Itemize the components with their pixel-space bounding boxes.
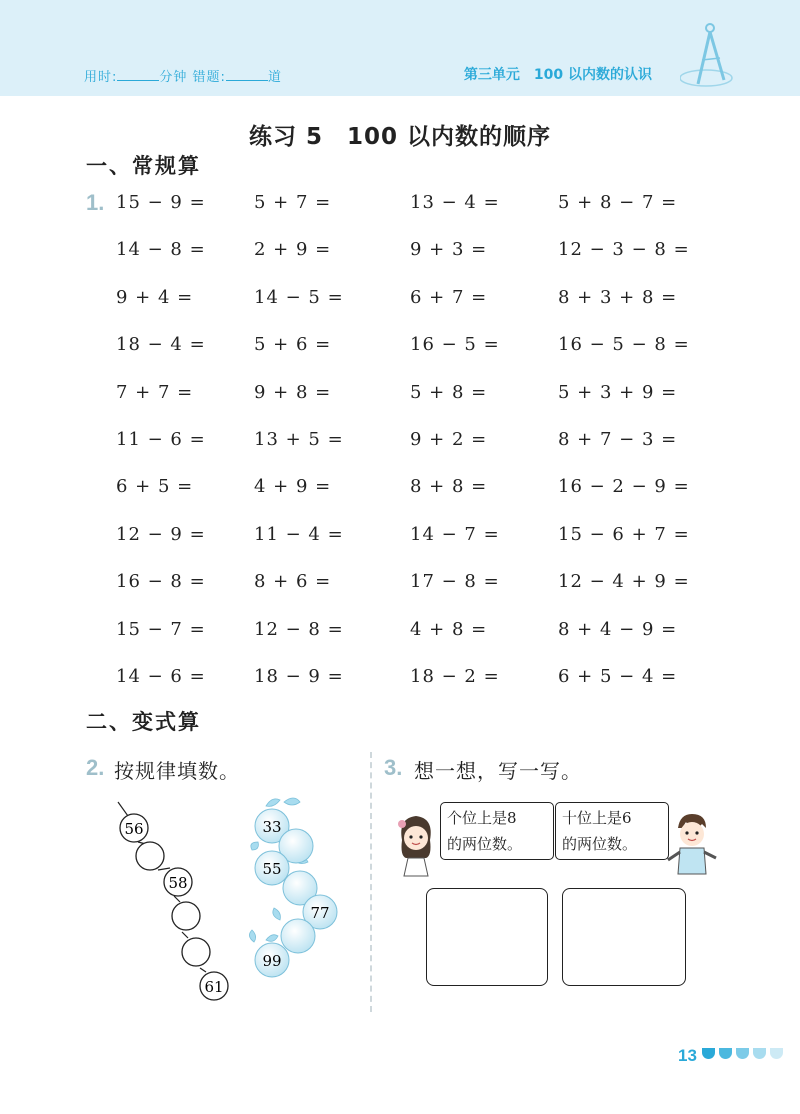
equation: 5 + 6 = xyxy=(254,334,332,356)
chain-circle xyxy=(120,814,148,842)
errors-blank[interactable] xyxy=(226,68,268,81)
equation: 11 − 4 = xyxy=(254,523,344,545)
question-unit-label: 道 xyxy=(267,70,282,85)
equation: 5 + 8 = xyxy=(410,381,488,403)
speech-bubble-right xyxy=(555,802,669,860)
question-3-number: 3. xyxy=(384,755,403,780)
time-blank[interactable] xyxy=(117,68,159,81)
speech-bubble-left xyxy=(440,802,554,860)
equation: 12 − 3 − 8 = xyxy=(558,239,690,261)
equation: 8 + 7 − 3 = xyxy=(558,429,678,450)
page-dot xyxy=(702,1048,715,1059)
page-number: 13 xyxy=(678,1046,697,1065)
equation: 14 − 7 = xyxy=(410,523,500,545)
chain-value: 61 xyxy=(204,978,224,996)
section-heading-regular: 一、常规算 xyxy=(86,154,201,178)
equation: 4 + 9 = xyxy=(254,476,332,498)
chain-value: 58 xyxy=(168,874,188,892)
number-chain xyxy=(110,798,240,1008)
errors-label: 错题: xyxy=(192,70,226,85)
chain-circle xyxy=(164,868,192,896)
bubble-left-line2: 的两位数。 xyxy=(447,835,523,853)
equation: 6 + 7 = xyxy=(410,286,488,308)
equation: 9 + 8 = xyxy=(254,381,332,403)
equation: 2 + 9 = xyxy=(254,239,332,261)
page-dot xyxy=(719,1048,732,1059)
chain-circle xyxy=(200,972,228,1000)
bubble-right-line2: 的两位数。 xyxy=(562,835,638,853)
unit-title: 第三单元 100 以内数的认识 xyxy=(463,67,652,83)
equation: 8 + 8 = xyxy=(410,476,488,498)
compass-icon xyxy=(680,20,736,90)
equation: 12 − 4 + 9 = xyxy=(558,571,690,593)
chain-circle-blank[interactable] xyxy=(182,938,210,966)
page-title: 练习 5 100 以内数的顺序 xyxy=(248,124,552,150)
time-label: 用时: xyxy=(84,70,118,85)
equation: 18 − 2 = xyxy=(410,666,500,687)
apple-blank[interactable] xyxy=(281,919,315,953)
equation: 8 + 4 − 9 = xyxy=(558,618,678,640)
equation: 14 − 5 = xyxy=(254,286,344,308)
bubble-left-line1: 个位上是8 xyxy=(447,809,517,827)
equation: 6 + 5 = xyxy=(116,476,194,498)
equation: 17 − 8 = xyxy=(410,571,500,593)
equation: 8 + 6 = xyxy=(254,571,332,593)
equation: 13 − 4 = xyxy=(410,192,500,213)
equation: 6 + 5 − 4 = xyxy=(558,666,678,687)
equation: 12 − 9 = xyxy=(116,523,206,545)
page-dot xyxy=(736,1048,749,1059)
boy-illustration xyxy=(664,808,720,878)
equation: 15 − 9 = xyxy=(116,192,206,213)
equation: 18 − 9 = xyxy=(254,666,344,687)
equation: 9 + 4 = xyxy=(116,286,194,308)
chain-circle-blank[interactable] xyxy=(172,902,200,930)
page-dot xyxy=(770,1048,783,1059)
equation: 16 − 8 = xyxy=(116,571,206,593)
equation: 5 + 3 + 9 = xyxy=(558,381,678,403)
equation: 15 − 7 = xyxy=(116,618,206,640)
equation: 16 − 5 − 8 = xyxy=(558,334,690,356)
equation: 7 + 7 = xyxy=(116,381,194,403)
question-3-text: 想一想，写一写。 xyxy=(414,759,582,783)
apple-cluster xyxy=(244,792,354,982)
question-1-number: 1. xyxy=(86,190,105,215)
equation: 8 + 3 + 8 = xyxy=(558,286,678,308)
question-2-number: 2. xyxy=(86,755,105,780)
girl-illustration xyxy=(392,812,442,878)
equation: 9 + 3 = xyxy=(410,239,488,261)
chain-value: 56 xyxy=(124,820,144,838)
answer-box-right[interactable] xyxy=(562,888,686,986)
time-errors-record xyxy=(84,66,282,85)
equation: 16 − 2 − 9 = xyxy=(558,476,690,498)
equation: 9 + 2 = xyxy=(410,429,488,450)
question-2-text: 按规律填数。 xyxy=(114,759,240,783)
section-divider xyxy=(370,752,372,1012)
page-dot xyxy=(753,1048,766,1059)
chain-circle-blank[interactable] xyxy=(136,842,164,870)
apple xyxy=(255,943,289,977)
equation: 11 − 6 = xyxy=(116,429,206,450)
apple-value: 77 xyxy=(310,904,330,922)
apple-value: 55 xyxy=(262,860,282,878)
section-heading-variant: 二、变式算 xyxy=(86,710,201,734)
apple-value: 99 xyxy=(262,952,282,970)
equation: 16 − 5 = xyxy=(410,334,500,356)
answer-box-left[interactable] xyxy=(426,888,548,986)
equation: 5 + 7 = xyxy=(254,192,332,213)
equation: 13 + 5 = xyxy=(254,429,344,450)
equation: 14 − 6 = xyxy=(116,666,206,687)
equation: 5 + 8 − 7 = xyxy=(558,192,678,213)
equation: 14 − 8 = xyxy=(116,239,206,261)
equation: 4 + 8 = xyxy=(410,618,488,640)
equation: 15 − 6 + 7 = xyxy=(558,523,690,545)
minute-label: 分钟 xyxy=(159,70,188,85)
equation: 18 − 4 = xyxy=(116,334,206,356)
equation: 12 − 8 = xyxy=(254,618,344,640)
apple-value: 33 xyxy=(262,818,282,836)
apple xyxy=(255,851,289,885)
bubble-right-line1: 十位上是6 xyxy=(562,809,632,827)
